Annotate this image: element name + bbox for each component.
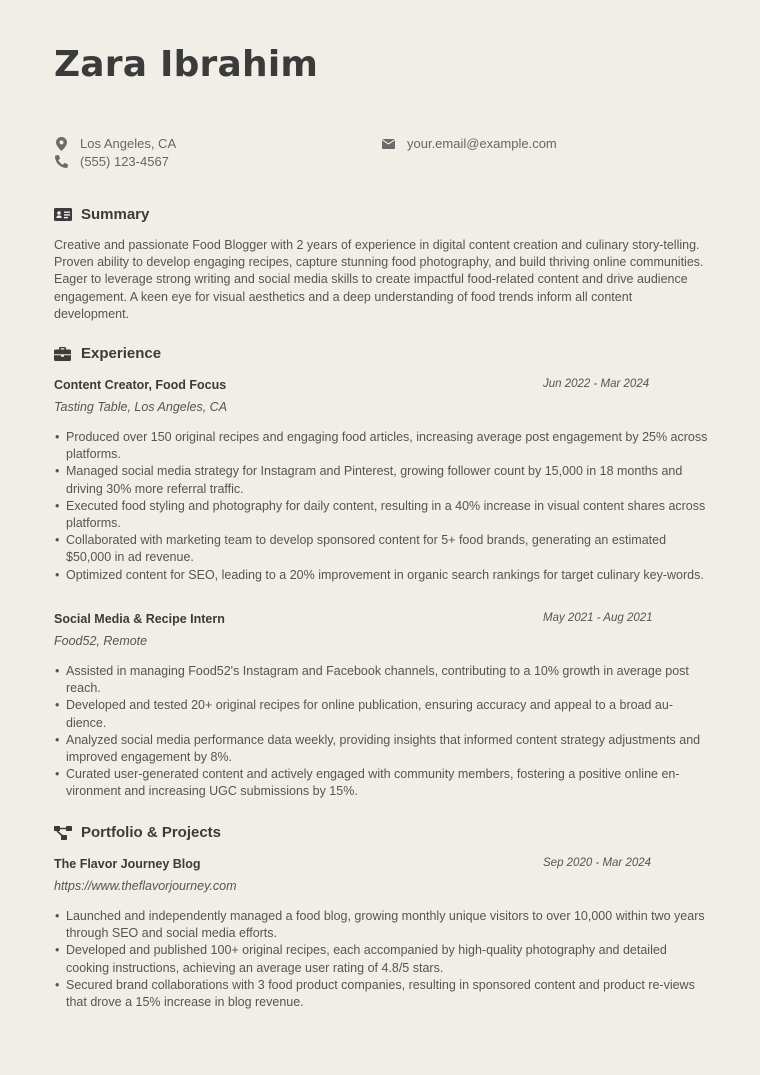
job-dates: May 2021 - Aug 2021 [543,612,653,624]
list-item: • Developed and published 100+ original recipes, each accompanied by high-quality photography and detailed cooking instructions, achieving an average user rating of 4.8/5 stars. [54,942,709,976]
id-card-icon [54,207,72,223]
contact-location [54,136,176,151]
summary-heading: Summary [54,206,149,223]
project-bullets [54,908,709,1011]
job-bullets [54,663,709,801]
job-title: Social Media & Recipe Intern [54,612,225,626]
briefcase-icon [54,346,72,362]
contact-phone [54,154,169,169]
list-item: • Produced over 150 original recipes and engaging food articles, increasing average post engagement by 25% across platforms. [54,429,709,463]
job-bullets [54,429,709,584]
job-organization: Food52, Remote [54,634,148,648]
summary-text: Creative and passionate Food Blogger with 2 years of experience in digital content creation and culinary story-telling. Proven ability to develop engaging recipes, capture stunning food photography, and build thriving online communities. Eager to leverage strong writing and social media skills to create impactful food-related content and drive audience engagement. A keen eye for visual aesthetics and a deep understanding of food trends inform all content development. [54,238,704,321]
candidate-name: Zara Ibrahim [54,44,319,85]
contact-email [381,136,557,151]
map-pin-icon [54,137,68,151]
project-title: The Flavor Journey Blog [54,857,201,871]
list-item: • Developed and tested 20+ original recipes for online publication, ensuring accuracy and appeal to a broad au-dience. [54,697,709,731]
email-text[interactable]: your.email@example.com [407,136,557,151]
phone-text: (555) 123-4567 [80,154,169,169]
list-item: • Executed food styling and photography for daily content, resulting in a 40% increase in visual content shares across platforms. [54,498,709,532]
project-dates: Sep 2020 - Mar 2024 [543,857,652,869]
job-dates: Jun 2022 - Mar 2024 [543,378,650,390]
list-item: • Optimized content for SEO, leading to a 20% improvement in organic search rankings for target culinary key-words. [54,567,709,584]
list-item: • Curated user-generated content and actively engaged with community members, fostering a positive online en-vironment and increasing UGC submissions by 15%. [54,766,709,800]
job-organization: Tasting Table, Los Angeles, CA [54,400,228,414]
job-title: Content Creator, Food Focus [54,378,227,392]
projects-heading: Portfolio & Projects [54,824,221,841]
project-diagram-icon [54,825,72,841]
phone-icon [54,155,68,169]
envelope-icon [381,137,395,151]
list-item: • Secured brand collaborations with 3 food product companies, resulting in sponsored content and product re-views that drove a 15% increase in blog revenue. [54,977,709,1011]
experience-heading: Experience [54,345,161,362]
list-item: • Collaborated with marketing team to develop sponsored content for 5+ food brands, generating an estimated $50,000 in ad revenue. [54,532,709,566]
project-url[interactable]: https://www.theflavorjourney.com [54,879,237,893]
list-item: • Managed social media strategy for Instagram and Pinterest, growing follower count by 15,000 in 18 months and driving 30% more referral traffic. [54,463,709,497]
list-item: • Launched and independently managed a food blog, growing monthly unique visitors to over 10,000 within two years through SEO and social media efforts. [54,908,709,942]
list-item: • Analyzed social media performance data weekly, providing insights that informed content strategy adjustments and improved engagement by 8%. [54,732,709,766]
location-text: Los Angeles, CA [80,136,177,151]
list-item: • Assisted in managing Food52's Instagram and Facebook channels, contributing to a 10% growth in average post reach. [54,663,709,697]
